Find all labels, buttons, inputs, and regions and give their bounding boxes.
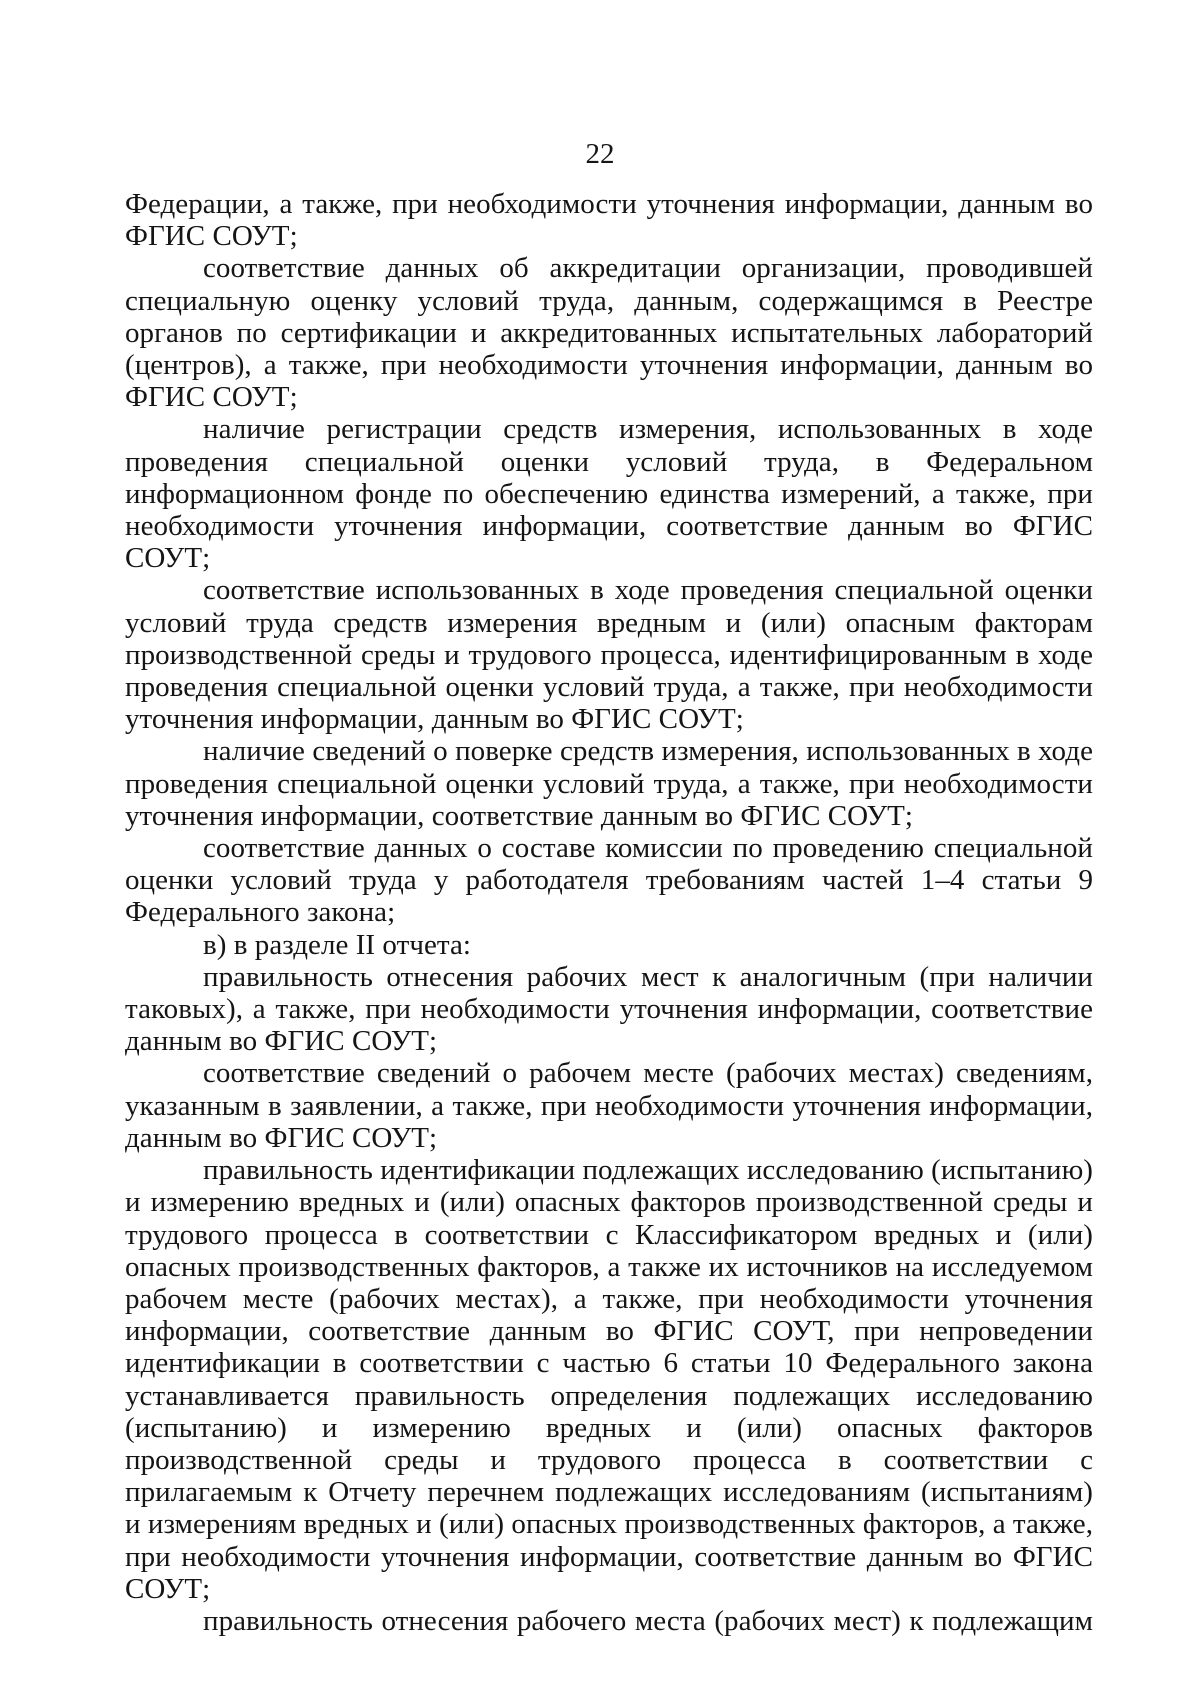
paragraph-11: правильность отнесения рабочего места (рабочих мест) к подлежащим	[203, 1604, 1093, 1637]
paragraph-8: правильность отнесения рабочих мест к аналогичным (при наличии таковых), а также, при необходимости уточнения информации, соответствие данным во ФГИС СОУТ;	[125, 960, 1093, 1058]
paragraph-7-section-heading: в) в разделе II отчета:	[203, 928, 471, 961]
page-number: 22	[585, 138, 615, 170]
paragraph-9: соответствие сведений о рабочем месте (рабочих местах) сведениям, указанным в заявлении, а также, при необходимости уточнения информации, данным во ФГИС СОУТ;	[125, 1057, 1093, 1154]
paragraph-4: соответствие использованных в ходе проведения специальной оценки условий труда средств измерения вредным и (или) опасным факторам производственной среды и трудового процесса, идентифицированным в ходе проведения специальной оценки условий труда, а также, при необходимости уточнения информации, данным во ФГИС СОУТ;	[125, 574, 1093, 736]
paragraph-6: соответствие данных о составе комиссии по проведению специальной оценки условий труда у работодателя требованиям частей 1–4 статьи 9 Федерального закона;	[125, 832, 1093, 929]
paragraph-3: наличие регистрации средств измерения, использованных в ходе проведения специальной оценки условий труда, в Федеральном информационном фонде по обеспечению единства измерений, а также, при необходимости уточнения информации, соответствие данным во ФГИС СОУТ;	[125, 413, 1093, 575]
paragraph-10: правильность идентификации подлежащих исследованию (испытанию) и измерению вредных и (или) опасных факторов производственной среды и трудового процесса в соответствии с Классификатором вредных и (или) опасных производственных факторов, а также их источников на исследуемом рабочем месте (рабочих местах), а также, при необходимости уточнения информации, соответствие данным во ФГИС СОУТ, при непроведении идентификации в соответствии с частью 6 статьи 10 Федерального закона устанавливается правильность определения подлежащих исследованию (испытанию) и измерению вредных и (или) опасных факторов производственной среды и трудового процесса в соответствии с прилагаемым к Отчету перечнем подлежащих исследованиям (испытаниям) и измерениям вредных и (или) опасных производственных факторов, а также, при необходимости уточнения информации, соответствие данным во ФГИС СОУТ;	[125, 1154, 1093, 1605]
paragraph-5: наличие сведений о поверке средств измерения, использованных в ходе проведения специальной оценки условий труда, а также, при необходимости уточнения информации, соответствие данным во ФГИС СОУТ;	[125, 735, 1093, 832]
paragraph-1: Федерации, а также, при необходимости уточнения информации, данным во ФГИС СОУТ;	[125, 188, 1093, 253]
paragraph-2: соответствие данных об аккредитации организации, проводившей специальную оценку условий труда, данным, содержащимся в Реестре органов по сертификации и аккредитованных испытательных лабораторий (центров), а также, при необходимости уточнения информации, данным во ФГИС СОУТ;	[125, 252, 1093, 414]
document-body	[125, 188, 1093, 1637]
